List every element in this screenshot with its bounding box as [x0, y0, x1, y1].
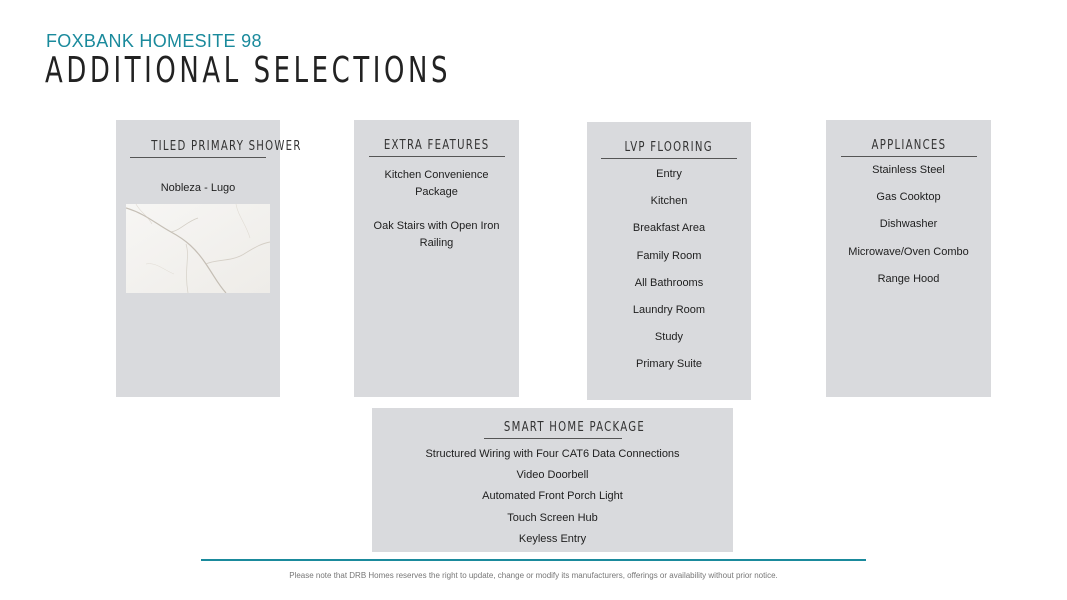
list-item: Breakfast Area	[632, 222, 706, 235]
marble-tile-image	[126, 204, 270, 293]
card-heading	[484, 420, 645, 439]
list-item: Stainless Steel	[872, 164, 945, 176]
footer-divider	[201, 559, 866, 561]
card-heading	[130, 139, 302, 158]
list-item: Automated Front Porch Light	[482, 490, 623, 503]
card-heading	[841, 138, 977, 157]
card-lvp-flooring	[587, 122, 751, 400]
list-item: Kitchen	[650, 195, 688, 208]
list-item: Kitchen Convenience Package	[384, 169, 489, 198]
card-heading-text: TILED PRIMARY SHOWER	[151, 139, 302, 154]
appliances-list	[826, 162, 991, 298]
card-tiled-primary-shower	[116, 120, 302, 397]
list-item: Entry	[656, 168, 682, 180]
list-item: Laundry Room	[632, 303, 706, 316]
list-item: Gas Cooktop	[876, 191, 941, 204]
card-extra-features	[354, 120, 519, 397]
shower-tile-name: Nobleza - Lugo	[160, 182, 236, 194]
card-appliances	[826, 120, 991, 397]
list-item: Keyless Entry	[518, 532, 587, 545]
list-item: Family Room	[636, 249, 702, 262]
list-item: Range Hood	[877, 272, 940, 285]
list-item: Touch Screen Hub	[507, 511, 598, 524]
disclaimer-note: Please note that DRB Homes reserves the right to update, change or modify its manufacturers, offerings or availability without prior notice.	[289, 571, 778, 580]
card-heading	[601, 140, 737, 159]
list-item: Oak Stairs with Open Iron Railing	[373, 220, 500, 249]
page-title: ADDITIONAL SELECTIONS	[45, 50, 452, 91]
card-heading-text: EXTRA FEATURES	[383, 138, 490, 153]
card-heading-text: LVP FLOORING	[624, 140, 714, 155]
card-heading-text: SMART HOME PACKAGE	[503, 420, 645, 435]
card-smart-home-package	[372, 408, 733, 552]
card-heading-text: APPLIANCES	[871, 138, 946, 153]
list-item: Video Doorbell	[516, 469, 589, 482]
extra-features-list	[354, 167, 519, 252]
homesite-subtitle: FOXBANK HOMESITE 98	[46, 31, 262, 51]
card-heading	[369, 138, 505, 157]
smart-home-list	[372, 446, 733, 552]
list-item: Structured Wiring with Four CAT6 Data Connections	[425, 448, 680, 460]
list-item: Primary Suite	[635, 358, 703, 371]
list-item: Microwave/Oven Combo	[848, 245, 969, 258]
list-item: All Bathrooms	[634, 276, 704, 289]
lvp-flooring-list	[587, 166, 751, 384]
list-item: Dishwasher	[879, 218, 938, 231]
list-item: Study	[654, 331, 684, 344]
